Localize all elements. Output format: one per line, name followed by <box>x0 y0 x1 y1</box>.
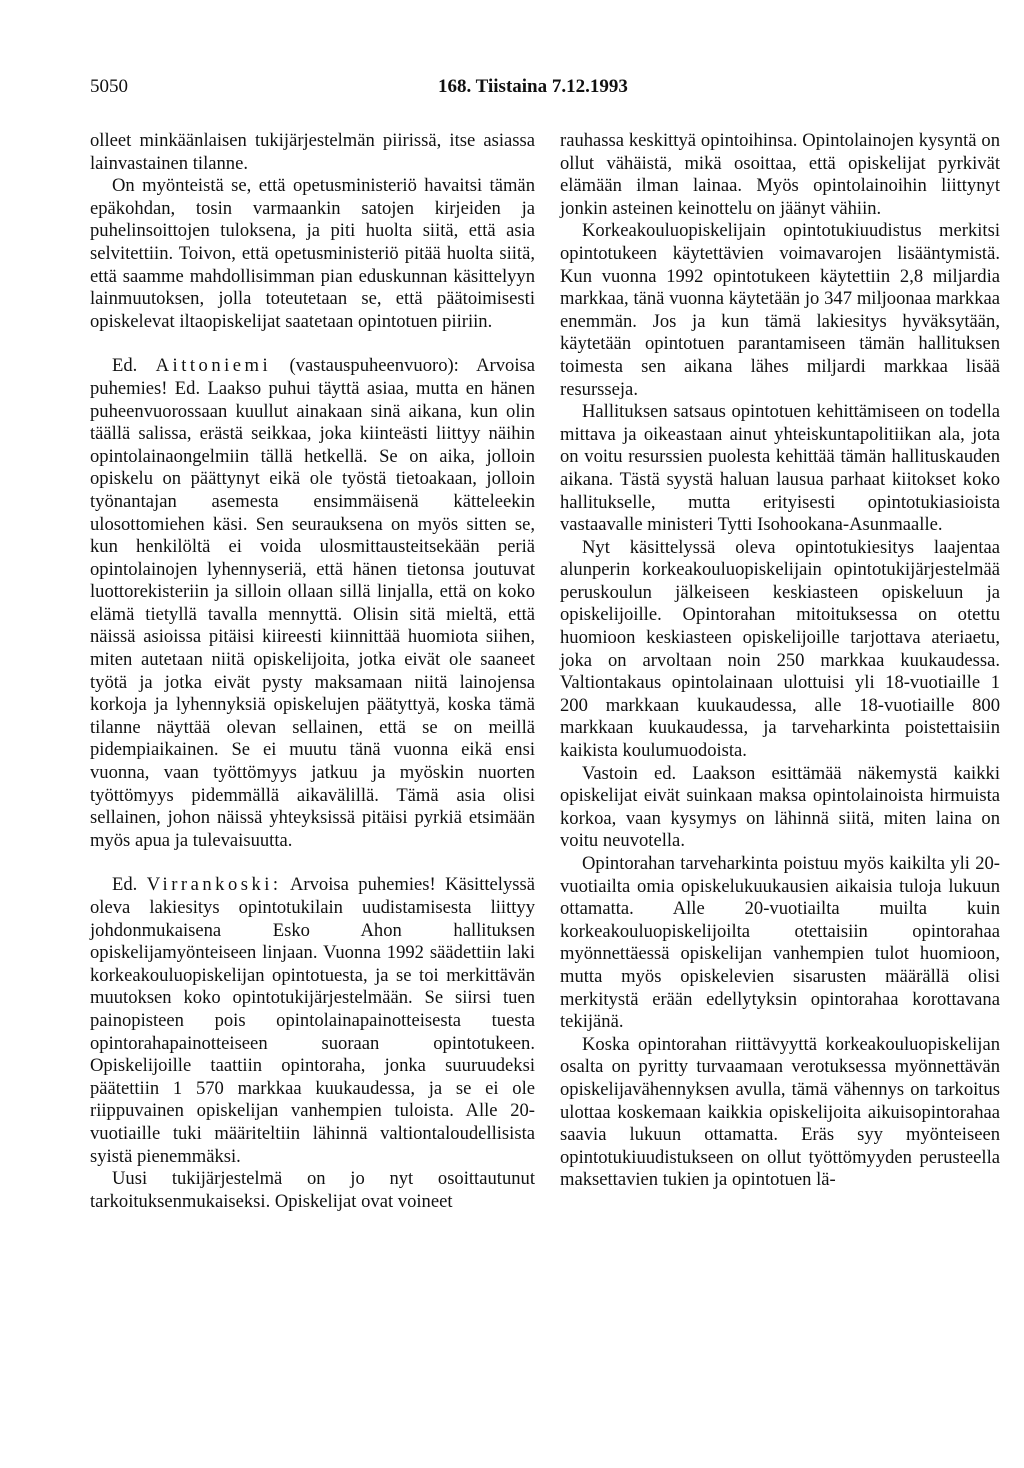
speech-prefix: Ed. <box>112 874 138 896</box>
speech-prefix: Ed. <box>112 355 138 377</box>
speech-text: Arvoisa puhemies! Käsittelyssä oleva lakiesitys opintotukilain uudistamisesta liittyy johdonmukaisena Esko Ahon hallituksen opiskelijamyönteiseen linjaan. Vuonna 1992 säädettiin laki korkeakouluopiskelijan opintotuesta, ja se toi merkittävän muutoksen koko opintotukijärjestelmään. Se siirsi tuen painopisteen pois opintolainapainotteisesta tuesta opintorahapainotteiseen suoraan opintotukeen. Opiskelijoille taattiin opintoraha, jonka suuruudeksi päätettiin 1 570 markkaa kuukaudessa, ja se ei ole riippuvainen opiskelijan vanhempien tuloista. Alle 20-vuotiaille tuki määriteltiin lähinnä valtiontaloudellisista syistä pienemmäksi. <box>90 874 535 1167</box>
paragraph: Opintorahan tarveharkinta poistuu myös kaikilta yli 20-vuotiailta omia opiskelukuukausien aikaisia tuloja lukuun ottamatta. Alle 20-vuotiailta muilta kuin korkeakouluopiskelijoilta otettaisiin opintorahaa myönnettäessä opiskelijan vanhempien tulot huomioon, mutta myös opiskelevien sisarusten määrällä olisi merkitystä erään edellytyksin opintorahaa korottavana tekijänä. <box>560 853 1000 1033</box>
speech-virrankoski <box>90 874 535 1168</box>
page-number: 5050 <box>90 76 128 97</box>
page-header <box>0 76 1024 102</box>
paragraph: Vastoin ed. Laakson esittämää näkemystä kaikki opiskelijat eivät suinkaan maksa opintolainoista hirmuista korkoa, vaan kysymys on lähinnä siitä, miten laina on voitu neuvotella. <box>560 762 1000 852</box>
paragraph: Koska opintorahan riittävyyttä korkeakouluopiskelijan osalta on pyritty turvaamaan verotuksessa myönnettävän opiskelijavähennyksen avulla, tämä vähennys on tarkoitus ulottaa koskemaan kaikkia opiskelijoita aikuisopintorahaa saavia lukuun ottamatta. Eräs syy myönteiseen opintotukiuudistukseen on ollut työttömyyden perusteella maksettavien tukien ja opintotuen lä- <box>560 1033 1000 1191</box>
session-date: 168. Tiistaina 7.12.1993 <box>438 76 628 97</box>
speaker-name: Aittoniemi <box>155 355 272 377</box>
paragraph: Uusi tukijärjestelmä on jo nyt osoittautunut tarkoituksenmukaiseksi. Opiskelijat ovat voineet <box>90 1168 535 1212</box>
paragraph: rauhassa keskittyä opintoihinsa. Opintolainojen kysyntä on ollut vähäistä, mikä osoittaa, että opiskelijat pyrkivät elämään ilman lainaa. Myös opintolainoihin liittynyt jonkin asteinen keinottelu on jäänyt vähiin. <box>560 130 1000 219</box>
left-column <box>90 130 535 1213</box>
paragraph: olleet minkäänlaisen tukijärjestelmän piirissä, itse asiassa lainvastainen tilanne. <box>90 130 535 174</box>
paragraph: Korkeakouluopiskelijain opintotukiuudistus merkitsi opintotukeen käytettävien voimavarojen lisääntymistä. Kun vuonna 1992 opintotukeen käytettiin 2,8 miljardia markkaa, tänä vuonna käytetään jo 347 miljoonaa markkaa enemmän. Jos ja kun tämä lakiesitys hyväksytään, käytetään opintotuen parantamiseen tämän hallituksen toimesta sen aikana lähes miljardi markkaa lisää resursseja. <box>560 220 1000 400</box>
paragraph: On myönteistä se, että opetusministeriö havaitsi tämän epäkohdan, tosin varmaankin satojen kirjeiden ja puhelinsoittojen tuloksena, ja piti huolta siitä, että asia selvitettiin. Toivon, että opetusministeriö pitää huolta siitä, että saamme mahdollisimman pian eduskunnan käsittelyyn lainmuutoksen, jolla toteutetaan se, että päätoimisesti opiskelevat iltaopiskelijat saatetaan opintotuen piiriin. <box>90 175 535 332</box>
paragraph: Nyt käsittelyssä oleva opintotukiesitys laajentaa alunperin korkeakouluopiskelijain opintotukijärjestelmää peruskoulun jälkeiseen keskiasteen opiskeluun ja opiskelijoille. Opintorahan mitoituksessa on otettu huomioon keskiasteen opiskelijoille tarjottava ateriaetu, joka on arvoltaan noin 250 markkaa kuukaudessa. Valtiontakaus opintolainaan ulottuisi yli 18-vuotiaille 1 200 markkaan kuukaudessa, alle 18-vuotiaille 800 markkaan kuukaudessa, ja tarveharkinta poistettaisiin kaikista koulumuodoista. <box>560 536 1000 762</box>
speech-text: Arvoisa puhemies! Ed. Laakso puhui täyttä asiaa, mutta en hänen puheenvuorossaan kuullut ainakaan sinä aikana, kun olin täällä salissa, erästä seikkaa, joka kiinteästi liittyy näihin opintolainaongelmiin tällä hetkellä. Se on aika, jolloin opiskelu on päättynyt eikä ole työstä tietoakaan, jolloin työnantajan asemesta ensimmäisenä kätteleekin ulosottomiehen käsi. Sen seurauksena on myös sitten se, kun henkilöltä ei voida ulosmittausteitsekään periä opintolainojen lyhennyseriä, että hänen tietonsa joutuvat luottorekisteriin ja silloin ollaan sillä linjalla, että on koko elämä tietyllä tavalla mennyttä. Olisin sitä mieltä, että näissä asioissa pitäisi kiireesti kiinnittää huomiota siihen, miten autetaan niitä opiskelijoita, jotka eivät ole saaneet työtä ja jotka eivät pysty maksamaan niitä lainojensa korkoja ja lyhennyksiä opiskelujen päätyttyä, koska tämä tilanne näyttää olevan sellainen, että se on meillä pidempiaikainen. Se ei muutu tänä vuonna eikä ensi vuonna, vaan työttömyys jatkuu ja myöskin nuorten työttömyys pidemmällä aikavälillä. Tämä asia olisi sellainen, johon näissä yhteyksissä pitäisi pyrkiä etsimään myös apua ja tulevaisuutta. <box>90 355 535 851</box>
right-column <box>560 130 1000 1192</box>
speaker-role: (vastauspuheenvuoro): <box>289 355 459 377</box>
speaker-name: Virrankoski: <box>146 874 282 896</box>
speech-aittoniemi <box>90 355 535 852</box>
paragraph: Hallituksen satsaus opintotuen kehittämiseen on todella mittava ja oikeastaan ainut yhteiskuntapolitiikan ala, jota on voitu resurssien puolesta kehittää tämän hallituskauden aikana. Tästä syystä haluan lausua parhaat kiitokset koko hallitukselle, mutta erityisesti opintotukiasioista vastaavalle ministeri Tytti Isohookana-Asunmaalle. <box>560 401 1000 536</box>
